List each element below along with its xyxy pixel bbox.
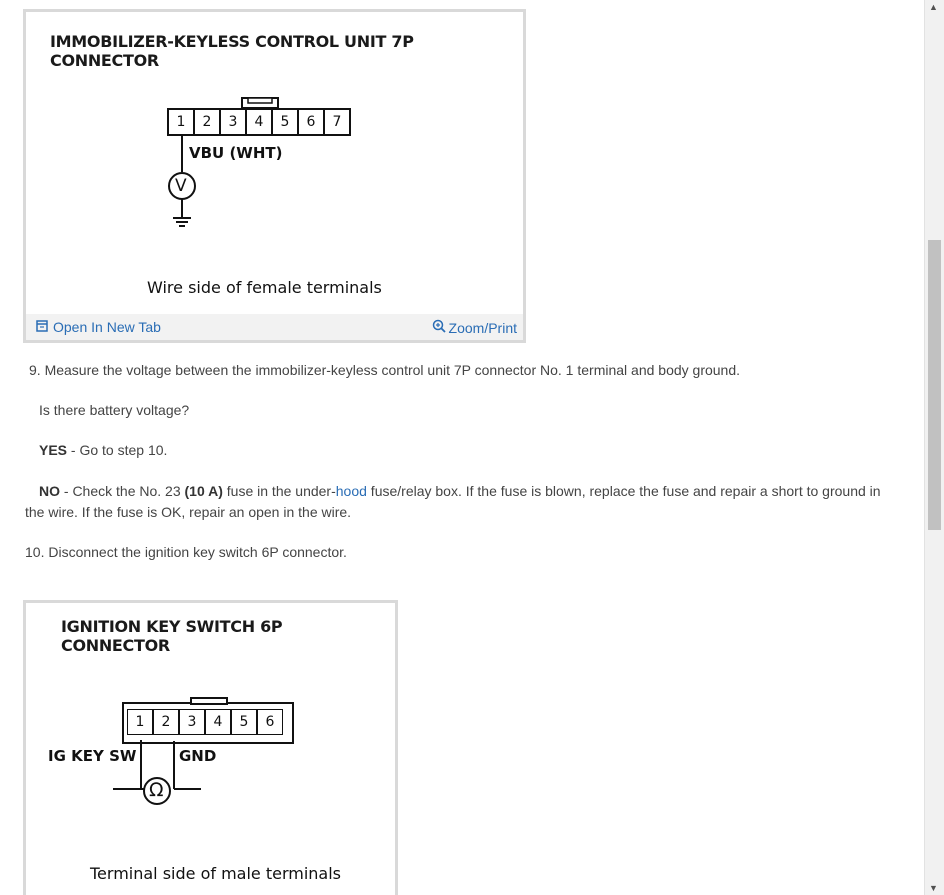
connector-7p-pin-3: 3 [221,110,247,134]
connector-pin-row [127,709,283,735]
connector-6p-pin-6: 6 [265,714,275,730]
wire-label-vbu: VBU (WHT) [189,144,283,162]
figure-caption: Terminal side of male terminals [90,864,342,883]
gnd-label: GND [179,747,217,765]
scrollbar-thumb[interactable] [928,240,941,530]
scroll-down-icon[interactable]: ▼ [929,883,938,893]
connector-7p-pin-7: 7 [332,114,342,130]
figure-title: IMMOBILIZER-KEYLESS CONTROL UNIT 7P CONNECTOR [50,32,414,70]
ohmmeter-symbol: Ω [149,779,164,801]
step-10-text: 10. Disconnect the ignition key switch 6P connector. [25,544,347,560]
no-answer [39,481,909,502]
connector-7p-pin-2: 2 [195,110,221,134]
scroll-up-icon[interactable]: ▲ [929,2,938,12]
vertical-scrollbar[interactable] [924,0,944,895]
figure-toolbar [26,314,523,340]
zoom-icon [432,319,446,336]
connector-pin-row [167,108,351,136]
voltmeter-symbol: V [175,176,187,196]
no-label: NO [39,483,60,499]
hood-link[interactable]: hood [335,483,367,499]
fuse-rating: (10 A) [184,483,223,499]
zoom-print-label: Zoom/Print [448,319,517,336]
yes-label: YES [39,442,68,458]
question-text: Is there battery voltage? [39,402,190,418]
open-in-new-tab-label: Open In New Tab [53,319,161,335]
connector-6p-pin-1: 1 [128,710,154,734]
no-text-2: fuse in the under- [222,483,336,499]
step-9-text: 9. Measure the voltage between the immobilizer-keyless control unit 7P connector No. 1 terminal and body ground. [29,362,741,378]
yes-answer [39,440,167,461]
connector-6p-pin-2: 2 [154,710,180,734]
connector-figure-7p [23,9,526,343]
connector-6p-pin-3: 3 [180,710,206,734]
open-new-tab-icon [36,319,48,335]
connector-7p-diagram [26,12,523,262]
figure-caption: Wire side of female terminals [147,278,382,297]
connector-6p-pin-4: 4 [206,710,232,734]
open-in-new-tab-link[interactable] [36,319,161,335]
yes-text: - Go to step 10. [67,442,168,458]
ig-key-sw-label: IG KEY SW [48,747,137,765]
figure-title: IGNITION KEY SWITCH 6P CONNECTOR [61,617,283,655]
no-text-3: fuse/relay box. If the fuse is blown, replace the fuse and repair a short to ground in [366,483,881,499]
connector-7p-pin-1: 1 [169,110,195,134]
zoom-print-link[interactable] [432,319,517,336]
connector-figure-6p [23,600,398,895]
no-text-1: - Check the No. 23 [60,483,185,499]
connector-7p-pin-6: 6 [299,110,325,134]
connector-6p-pin-5: 5 [232,710,258,734]
no-answer-continued: the wire. If the fuse is OK, repair an open in the wire. [25,504,352,520]
connector-7p-pin-5: 5 [273,110,299,134]
connector-7p-pin-4: 4 [247,110,273,134]
